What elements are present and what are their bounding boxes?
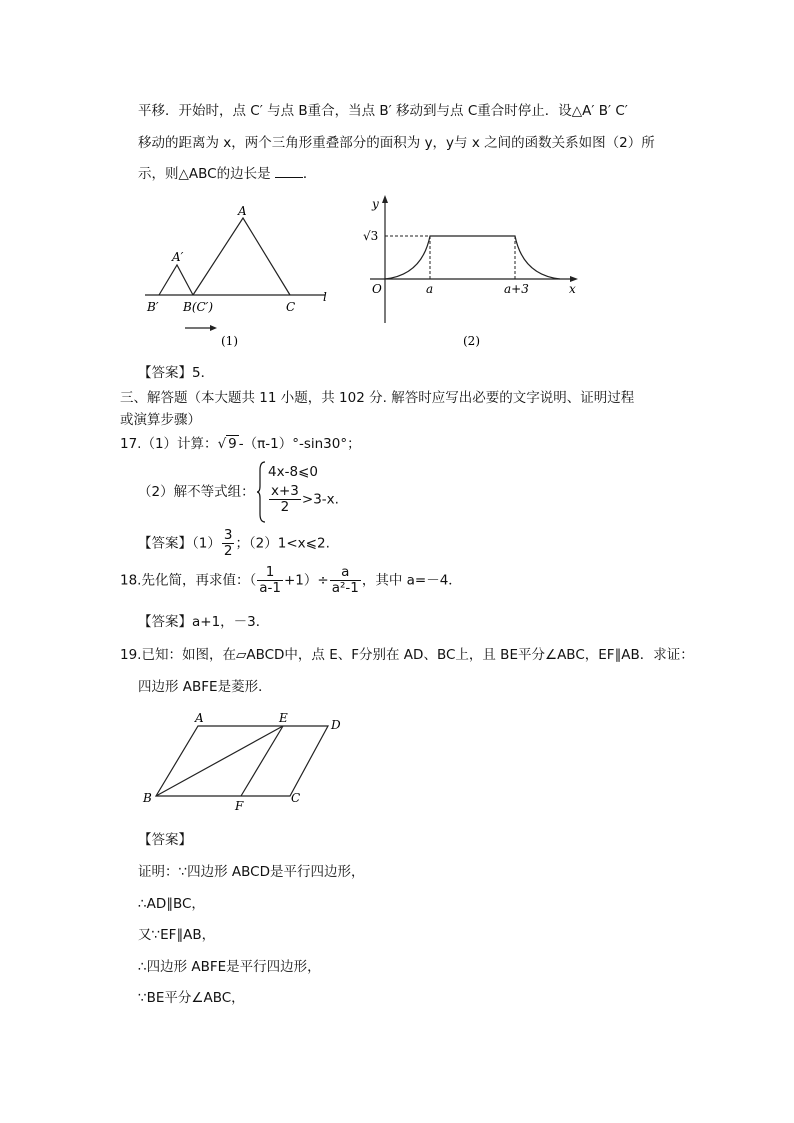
section3-line-2: 或演算步骤） [120,412,201,428]
q18-frac2-den: a²-1 [331,580,359,596]
arrow-right-icon [210,325,217,331]
ineq-2-rest: >3-x [301,491,335,508]
q19-answer-label: 【答案】 [138,832,192,848]
q17-part1-rest: -（π-1）°-sin30°； [238,436,361,452]
triangle-abc [193,218,290,295]
fig1-caption: (1) [221,334,238,348]
q17-part1 [120,434,361,454]
q19-line-2: 四边形 ABFE是菱形． [138,679,272,695]
sqrt-symbol: √ [217,436,227,452]
q18-question [120,565,462,596]
q18-frac2 [330,565,361,596]
system-brace [257,460,267,524]
label-A: A [238,204,247,218]
label-B-prime: B′ [147,300,159,314]
ineq-1: 4x-8⩽0 [268,464,318,480]
q17-part1-prefix: 17.（1）计算： [120,436,218,452]
q17-part2-prefix: （2）解不等式组： [138,484,255,500]
y-label: y [372,197,379,211]
fig2-caption: (2) [463,334,480,348]
label-C: C [286,300,296,314]
vertex-C: C [291,791,301,805]
figure-2-graph [360,193,590,355]
ineq-2-den: 2 [280,499,290,515]
a3-label: a+3 [504,282,529,296]
proof-line-1: 证明：∵四边形 ABCD是平行四边形， [138,864,365,880]
vertex-D: D [331,718,341,732]
q18-frac2-num: a [330,565,361,581]
figure-1-triangles [135,195,345,355]
q18-frac1-den: a-1 [259,580,281,596]
left-brace-icon [257,462,265,522]
q18-suffix: ，其中 a=－4． [361,572,462,589]
triangle-a-prime [159,265,193,295]
q18-prefix: 18.先化简，再求值：（ [120,572,257,589]
sqrt-radicand: 9 [228,436,237,452]
label-l: l [323,290,327,304]
vertex-A: A [195,711,204,725]
proof-line-5: ∵BE平分∠ABC， [138,990,245,1006]
q17-answer-num: 3 [223,527,233,543]
q19-line-1: 19.已知：如图，在▱ABCD中，点 E、F分别在 AD、BC上，且 BE平分∠ABC，EF∥AB．求证： [120,647,694,663]
q16-line-1: 平移．开始时，点 C′ 与点 B重合，当点 B′ 移动到与点 C重合时停止．设△A′ B′ C′ [138,103,628,119]
q16-answer: 【答案】5． [138,365,215,381]
q16-line-2: 移动的距离为 x，两个三角形重叠部分的面积为 y，y与 x 之间的函数关系如图（2）所 [138,135,655,151]
q17-answer [138,528,330,559]
proof-line-2: ∴AD∥BC， [138,896,205,912]
x-label: x [569,282,576,296]
ineq-2-num: x+3 [271,483,299,499]
proof-line-4: ∴四边形 ABFE是平行四边形， [138,959,321,975]
origin-label: O [372,282,382,296]
q18-answer: 【答案】a+1，－3． [138,614,270,630]
q16-line-3-text: 示，则△ABC的边长是 [138,166,271,182]
q17-answer-den: 2 [223,543,233,559]
q18-frac1-num: 1 [257,565,283,581]
q16-line-3-end: ． [302,166,317,182]
y-axis-arrow-icon [382,195,388,203]
label-A-prime: A′ [172,250,184,264]
parallelogram-abcd [156,726,328,796]
q17-answer-prefix: 【答案】（1） [138,535,221,552]
q17-answer-rest: ；（2）1<x⩽2. [235,535,330,552]
q17-answer-fraction [222,528,235,559]
ineq-2-fraction [269,484,301,515]
q18-frac1 [257,565,283,596]
ineq-2 [268,484,339,515]
segment-ef [241,726,283,796]
segment-be [156,726,283,796]
answer-blank [275,164,303,178]
vertex-E: E [279,711,288,725]
section3-line-1: 三、解答题（本大题共 11 小题，共 102 分. 解答时应写出必要的文字说明、证明过程 [120,390,635,406]
vertex-F: F [235,799,244,813]
vertex-B: B [143,791,152,805]
figure-parallelogram [138,706,353,818]
q16-line-3 [138,164,316,184]
a-label: a [426,282,434,296]
ineq-end: . [334,491,339,508]
label-B-C-prime: B(C′) [183,300,214,314]
proof-line-3: 又∵EF∥AB， [138,927,216,943]
q18-mid: +1）÷ [283,572,329,589]
function-curve [385,236,560,279]
sqrt3-label: √3 [363,229,379,243]
